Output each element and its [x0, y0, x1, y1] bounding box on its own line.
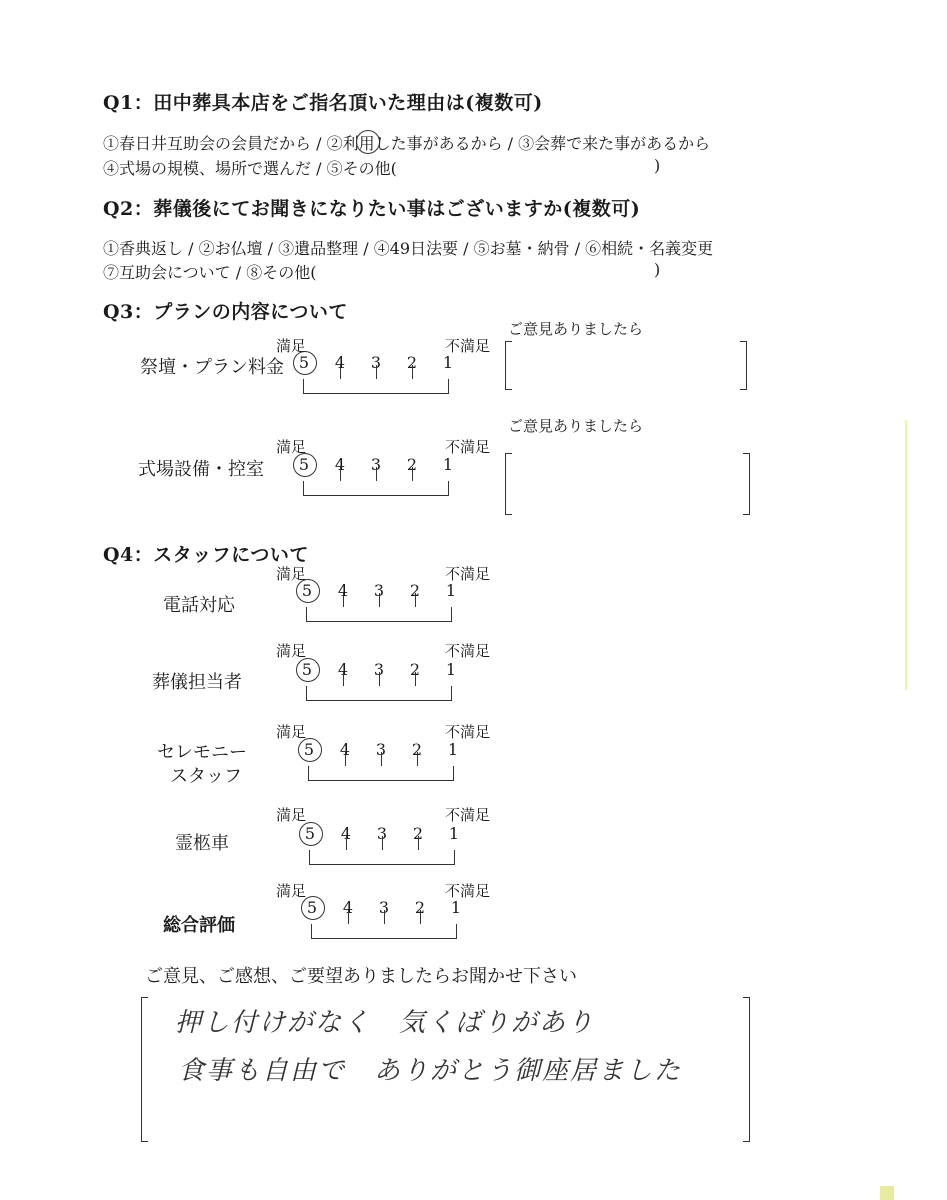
scale-high-label: 満足	[276, 438, 307, 456]
scale-high-label: 満足	[276, 882, 307, 900]
scale-tick	[420, 910, 421, 924]
q1-options-line2: ④式場の規模、場所で選んだ / ⑤その他(	[103, 159, 397, 178]
scale-number: 4	[342, 898, 354, 917]
comment-box-left	[505, 341, 512, 390]
scale-number: 3	[373, 581, 385, 600]
comments-box-left	[141, 997, 148, 1142]
scale-tick	[415, 593, 416, 607]
rating-selected-circle	[296, 579, 320, 603]
scale-number: 5	[306, 898, 318, 917]
scale-tick	[348, 910, 349, 924]
scale-tick	[418, 836, 419, 850]
scale-high-label: 満足	[276, 642, 307, 660]
q1-title: Q1：田中葬具本店をご指名頂いた理由は(複数可)	[103, 92, 543, 114]
scale-tick	[417, 752, 418, 766]
comment-box-left	[505, 453, 512, 515]
scale-bar	[311, 924, 457, 939]
scale-number: 1	[447, 740, 459, 759]
scale-tick	[412, 467, 413, 481]
q4-title: Q4：スタッフについて	[103, 544, 309, 566]
rating-selected-circle	[293, 351, 317, 375]
comments-box-right	[743, 997, 750, 1142]
q3-item-label: 式場設備・控室	[138, 459, 264, 480]
scale-number: 1	[445, 660, 457, 679]
q4-item-label-overall: 総合評価	[163, 915, 235, 936]
scale-number: 2	[412, 824, 424, 843]
scale-high-label: 満足	[276, 337, 307, 355]
scale-bar	[306, 686, 452, 701]
scale-tick	[379, 593, 380, 607]
scale-number: 2	[406, 455, 418, 474]
scale-number: 4	[337, 581, 349, 600]
scale-number: 5	[298, 455, 310, 474]
q4-item-label: 霊柩車	[175, 833, 229, 854]
q1-options-line2-close: )	[654, 156, 661, 175]
q3-title: Q3：プランの内容について	[103, 301, 348, 323]
scale-number: 2	[406, 353, 418, 372]
scale-tick	[381, 752, 382, 766]
scale-tick	[379, 672, 380, 686]
scale-number: 5	[301, 660, 313, 679]
scale-number: 3	[370, 455, 382, 474]
scale-tick	[343, 672, 344, 686]
scale-low-label: 不満足	[445, 438, 491, 456]
scale-tick	[376, 467, 377, 481]
scale-number: 3	[376, 824, 388, 843]
q4-item-label: 電話対応	[163, 595, 235, 616]
scale-bar	[308, 766, 454, 781]
rating-selected-circle	[293, 453, 317, 477]
scale-number: 3	[375, 740, 387, 759]
scale-tick	[340, 365, 341, 379]
scale-low-label: 不満足	[445, 882, 491, 900]
scale-number: 5	[298, 353, 310, 372]
q2-options-line1: ①香典返し / ②お仏壇 / ③遺品整理 / ④49日法要 / ⑤お墓・納骨 / ⑥相続・名義変更	[103, 239, 714, 258]
scale-number: 2	[411, 740, 423, 759]
scale-number: 1	[445, 581, 457, 600]
comment-prompt: ご意見ありましたら	[508, 417, 644, 435]
comment-prompt: ご意見ありましたら	[508, 320, 644, 338]
q3-item-label: 祭壇・プラン料金	[140, 357, 284, 378]
scale-low-label: 不満足	[445, 337, 491, 355]
rating-selected-circle	[298, 738, 322, 762]
rating-selected-circle	[301, 896, 325, 920]
scale-number: 5	[301, 581, 313, 600]
scale-number: 1	[442, 353, 454, 372]
scale-low-label: 不満足	[445, 723, 491, 741]
scan-edge-mark	[880, 1186, 894, 1200]
scale-tick	[384, 910, 385, 924]
scale-number: 5	[303, 740, 315, 759]
scale-bar	[309, 850, 455, 865]
scale-number: 1	[448, 824, 460, 843]
scale-high-label: 満足	[276, 723, 307, 741]
scale-number: 5	[304, 824, 316, 843]
scale-number: 3	[373, 660, 385, 679]
handwritten-comment-line2: 食事も自由で ありがとう御座居ました	[178, 1056, 683, 1086]
scale-number: 2	[409, 660, 421, 679]
scale-number: 3	[378, 898, 390, 917]
rating-selected-circle	[299, 822, 323, 846]
scale-bar	[306, 607, 452, 622]
scale-number: 2	[409, 581, 421, 600]
scan-edge-mark	[905, 420, 907, 690]
scale-tick	[345, 752, 346, 766]
scale-number: 3	[370, 353, 382, 372]
rating-selected-circle	[296, 658, 320, 682]
scale-number: 4	[340, 824, 352, 843]
scale-tick	[343, 593, 344, 607]
q2-options-line2-close: )	[654, 260, 661, 279]
q1-selected-circle	[356, 130, 380, 154]
q1-options-line1: ①春日井互助会の会員だから / ②利用した事があるから / ③会葬で来た事があるから	[103, 134, 711, 153]
scale-bar	[303, 481, 449, 496]
scale-tick	[412, 365, 413, 379]
scale-number: 1	[450, 898, 462, 917]
scale-bar	[303, 379, 449, 394]
scale-low-label: 不満足	[445, 806, 491, 824]
scale-tick	[340, 467, 341, 481]
scale-number: 1	[442, 455, 454, 474]
q4-item-label: セレモニー	[157, 742, 247, 763]
scale-number: 2	[414, 898, 426, 917]
comments-prompt: ご意見、ご感想、ご要望ありましたらお聞かせ下さい	[145, 966, 577, 987]
handwritten-comment-line1: 押し付けがなく 気くばりがあり	[175, 1008, 596, 1038]
scale-number: 4	[337, 660, 349, 679]
scale-tick	[346, 836, 347, 850]
scale-number: 4	[334, 353, 346, 372]
comment-box-right	[740, 341, 747, 390]
scale-tick	[376, 365, 377, 379]
scale-tick	[382, 836, 383, 850]
comment-box-right	[743, 453, 750, 515]
q2-title: Q2：葬儀後にてお聞きになりたい事はございますか(複数可)	[103, 198, 641, 220]
scale-number: 4	[339, 740, 351, 759]
scale-number: 4	[334, 455, 346, 474]
q4-item-label-line2: スタッフ	[170, 766, 242, 787]
scale-low-label: 不満足	[445, 565, 491, 583]
scale-high-label: 満足	[276, 565, 307, 583]
scale-high-label: 満足	[276, 806, 307, 824]
scale-tick	[415, 672, 416, 686]
q4-item-label: 葬儀担当者	[152, 672, 242, 693]
scale-low-label: 不満足	[445, 642, 491, 660]
q2-options-line2: ⑦互助会について / ⑧その他(	[103, 263, 317, 282]
